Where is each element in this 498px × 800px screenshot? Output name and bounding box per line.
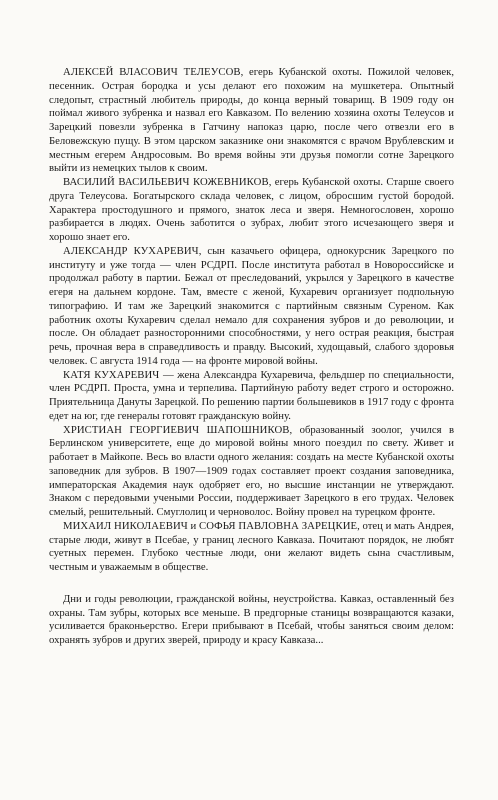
character-name: ХРИСТИАН ГЕОРГИЕВИЧ ШАПОШНИКОВ [63,423,290,436]
section-spacer [49,575,454,593]
character-name: АЛЕКСАНДР КУХАРЕВИЧ [63,244,199,257]
character-description: — жена Александра Кухаревича, фельдшер по специальности, член РСДРП. Проста, умна и терпелива. Партийную работу ведет строго и осторожно. Приятельница Дануты Зарецкой. По решению партии большевиков в 1917 году с фронта едет на юг, где генералы готовят гражданскую войну. [49,368,454,422]
page-text [49,66,454,648]
closing-paragraph: Дни и годы революции, гражданской войны, неустройства. Кавказ, оставленный без охраны. Там зубры, которых все меньше. В предгорные станицы возвращаются казаки, усиливается браконьерство. Егери прибывают в Псебай, чтобы заняться своим делом: охранять зубров и других зверей, природу и красу Кавказа... [49,592,454,646]
character-description: , егерь Кубанской охоты. Пожилой человек, песенник. Острая бородка и усы делают его похожим на мушкетера. Опытный следопыт, страстный любитель природы, до конца верный товарищ. В 1909 году он поймал живого зубренка и назвал его Кавказом. По велению хозяина охоты Телеусов и Зарецкий повезли зубренка в Гатчину напоказ царю, после чего отвезли его в Беловежскую пущу. В этом царском заказнике они знакомятся с врачом Врублевским и местным егерем Андросовым. Во время войны эти друзья помогли сотне Зарецкого выйти из немецких тылов к своим. [49,66,454,175]
character-name: КАТЯ КУХАРЕВИЧ [63,368,160,381]
character-name: МИХАИЛ НИКОЛАЕВИЧ [63,519,188,532]
name-connector: и [187,519,199,532]
character-name: СОФЬЯ ПАВЛОВНА ЗАРЕЦКИЕ [198,519,358,532]
character-description: , егерь Кубанской охоты. Старше своего друга Телеусова. Богатырского склада человек, с лицом, обросшим густой бородой. Характера простодушного и прямого, знаток леса и зверя. Немногословен, хорошо разбирается в людях. Очень заботится о зубрах, любит этого исчезающего зверя и хорошо знает его. [49,176,454,243]
character-entry [49,520,454,575]
character-name: ВАСИЛИЙ ВАСИЛЬЕВИЧ КОЖЕВНИКОВ [63,176,269,188]
character-description: , образованный зоолог, учился в Берлинском университете, еще до мировой войны много поездил по свету. Живет и работает в Майкопе. Весь во власти одного желания: создать на месте Кубанской охоты заповедник для зубров. В 1907—1909 годах составляет проект создания заповедника, императорская Академия наук одобряет его, но высшие инстанции не утверждают. Знаком с передовыми учеными России, поддерживает Зарецкого в его трудах. Человек смелый, решительный. Смуглолиц и черноволос. Войну провел на турецком фронте. [49,423,454,518]
character-description: , сын казачьего офицера, однокурсник Зарецкого по институту и уже тогда — член РСДРП. После института работал в Новороссийске и продолжал работу в партии. Бежал от преследований, укрылся у Зарецкого в качестве егеря на дальнем кордоне. Там, вместе с женой, Кухаревич организует подпольную типографию. И там же Зарецкий знакомится с партийным связным Суреном. Как работник охоты Кухаревич сделал немало для сохранения зубров и до революции, и после. Он обладает разносторонними способностями, у него острая реакция, быстрая речь, прочная вера в справедливость и правду. Высокий, худощавый, слабого здоровья человек. С августа 1914 года — на фронте мировой войны. [49,244,454,367]
character-entry [49,245,454,369]
character-name: АЛЕКСЕЙ ВЛАСОВИЧ ТЕЛЕУСОВ [63,66,241,78]
character-entry [49,424,454,520]
character-description: , отец и мать Андрея, старые люди, живут в Псебае, у границ лесного Кавказа. Почитают порядок, не любят суетных перемен. Глубоко честные люди, они желают видеть сына счастливым, честным и уважаемым в обществе. [49,519,454,573]
character-entry [49,176,454,245]
character-entry [49,66,454,176]
character-entry [49,369,454,424]
